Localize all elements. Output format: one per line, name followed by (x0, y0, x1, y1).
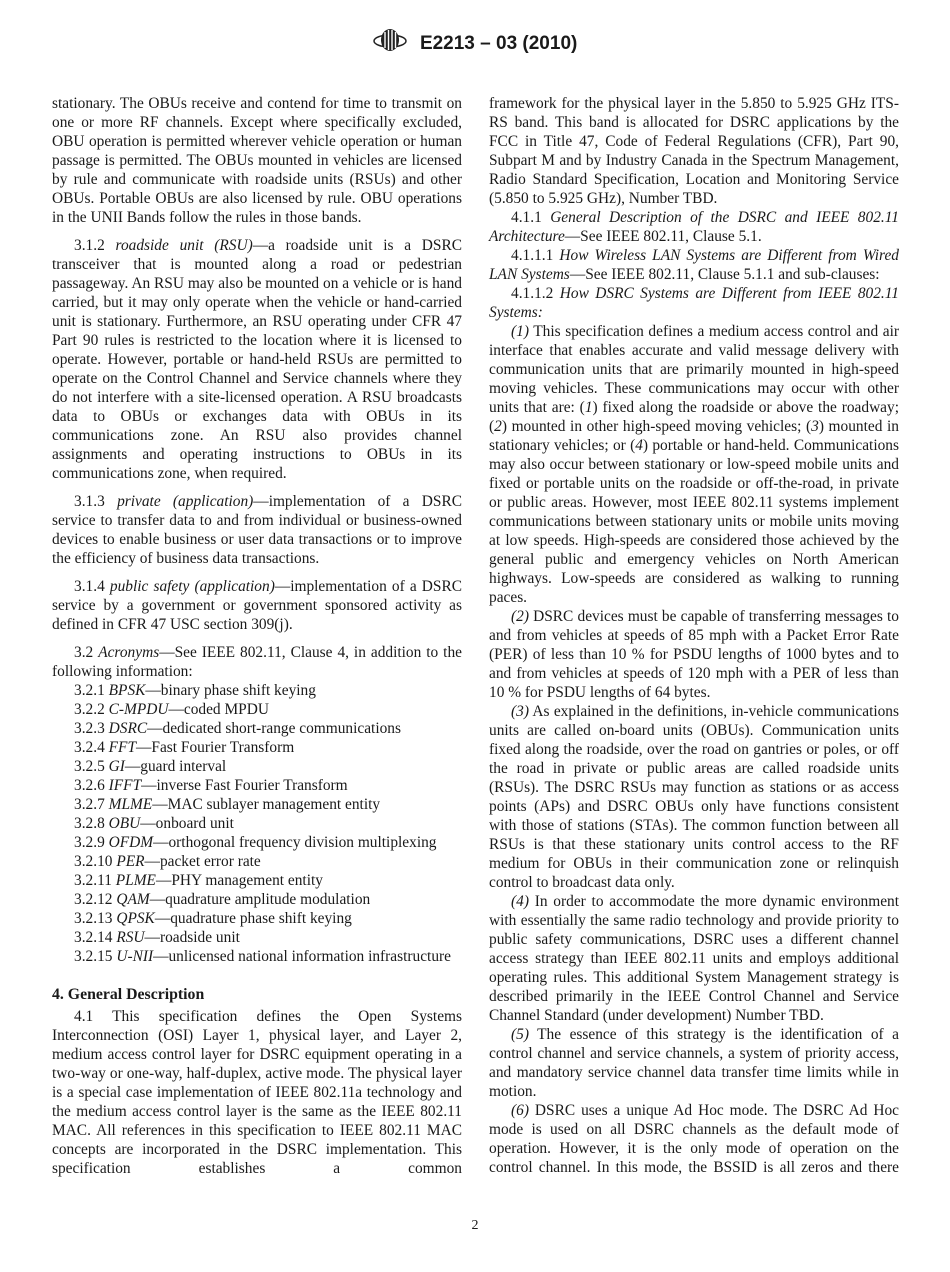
text-run: 4.1.1.1 (511, 247, 560, 264)
paragraph (489, 1025, 899, 1101)
italic-term: GI (108, 758, 125, 775)
page-header (0, 28, 950, 60)
text-run: 3.1.4 (74, 578, 110, 595)
italic-term: (1) (511, 323, 529, 340)
text-run: 3.2.3 (74, 720, 109, 737)
paragraph (489, 1101, 899, 1177)
text-run: 3.1.3 (74, 493, 118, 510)
text-run: —quadrature phase shift keying (154, 910, 352, 927)
italic-term: How DSRC Systems are Different from IEEE 802.11 Systems: (489, 285, 900, 321)
text-run: —roadside unit (144, 929, 240, 946)
acronym-item (52, 852, 462, 871)
text-run: DSRC devices must be capable of transferring messages to and from vehicles at speeds of 85 mph with a Packet Error Rate (PER) of less than 10 % for PSDU lengths of 1000 bytes and to and from vehicles at speeds of 120 mph with a PER of less than 10 % for PSDU lengths of 64 bytes. (489, 608, 899, 701)
text-run: 4.1.1 (511, 209, 551, 226)
text-run: —unlicensed national information infrastructure (153, 948, 451, 965)
acronym-item (52, 681, 462, 700)
text-run: 3.2.6 (74, 777, 109, 794)
text-run: —packet error rate (144, 853, 261, 870)
text-run: The essence of this strategy is the identification of a control channel and service channels, a system of priority access, and mandatory service channel data transfer time limits while in motion. (489, 1026, 899, 1100)
text-run: framework for the physical layer in the 5.850 to 5.925 GHz ITS-RS band. This band is allocated for DSRC applications by the FCC in Title 47, Code of Federal Regulations (CFR), Part 90, Subpart M and by Industry Canada in the Spectrum Management, Radio Standard Specification, Location and Monitoring Service (5.850 to 5.925 GHz), Number TBD. (489, 95, 899, 207)
text-run: 3.2.11 (74, 872, 116, 889)
paragraph (52, 643, 462, 681)
italic-term: QAM (116, 891, 150, 908)
page-number: 2 (471, 1218, 479, 1233)
text-run: 3.2.8 (74, 815, 109, 832)
acronym-item (52, 776, 462, 795)
italic-term: public safety (application) (109, 578, 275, 595)
left-column (52, 94, 462, 1178)
italic-term: (2) (511, 608, 529, 625)
italic-term: U-NII (116, 948, 154, 965)
italic-term: IFFT (108, 777, 142, 794)
acronym-item (52, 947, 462, 966)
italic-term: 4 (635, 437, 643, 454)
italic-term: 1 (584, 399, 593, 416)
text-run: ) fixed along the roadside or above the roadway; ( (489, 399, 899, 435)
italic-term: General Description of the DSRC and IEEE 802.11 Architecture (489, 209, 899, 245)
paragraph (489, 246, 899, 284)
text-run: ) portable or hand-held. Communications may also occur between stationary or low-speed mobile units and fixed or portable units on the roadside or off-the-road, in private or public areas. However, most IEEE 802.11 systems implement communications between stationary units or mobile units moving at low speeds. High-speeds are considered those achieved by the general public and emergency vehicles on North American highways. Low-speeds are considered as walking to running paces. (489, 437, 899, 606)
acronym-item (52, 928, 462, 947)
italic-term: private (application) (117, 493, 254, 510)
italic-term: (6) (511, 1102, 529, 1119)
text-run: —orthogonal frequency division multiplexing (153, 834, 437, 851)
text-run: 3.2.7 (74, 796, 109, 813)
italic-term: How Wireless LAN Systems are Different from Wired LAN Systems (489, 247, 900, 283)
italic-term: roadside unit (RSU) (115, 237, 253, 254)
text-run: —inverse Fast Fourier Transform (141, 777, 348, 794)
acronym-item (52, 833, 462, 852)
paragraph (52, 577, 462, 634)
paragraph (489, 607, 899, 702)
text-run: —onboard unit (140, 815, 234, 832)
paragraph (489, 94, 899, 208)
italic-term: RSU (116, 929, 145, 946)
text-run: 3.2.5 (74, 758, 109, 775)
text-run: —implementation of a DSRC service to transfer data to and from individual or business-owned devices to enable business or user data transactions or to improve the efficiency of business data transactions. (52, 493, 462, 567)
text-run: ) mounted in other high-speed moving vehicles; ( (501, 418, 812, 435)
text-run: 3.2.13 (74, 910, 117, 927)
italic-term: MLME (108, 796, 153, 813)
paragraph (489, 284, 899, 322)
text-run: This specification defines a medium access control and air interface that enables accurate and valid message delivery with communication units that are primarily mounted in high-speed moving vehicles. These communications may occur with other units that are: ( (489, 323, 899, 416)
italic-term: 2 (494, 418, 502, 435)
text-run: —guard interval (124, 758, 227, 775)
italic-term: Acronyms (98, 644, 160, 661)
text-run: ) mounted in stationary vehicles; or ( (489, 418, 899, 454)
italic-term: 3 (811, 418, 819, 435)
text-run: As explained in the definitions, in-vehicle communications units are called on-board units (OBUs). Communication units fixed along the roadside, over the road on gantries or poles, or off the road in private or public areas are called roadside units (RSUs). The DSRC RSUs may function as stations or as access points (APs) and DSRC OBUs only have functions consistent with those of stations (STAs). The common function between all RSUs is that these stationary units control access to the RF medium for OBUs in their communication zone or relinquish control to broadcast data only. (489, 703, 899, 891)
italic-term: FFT (108, 739, 137, 756)
acronym-item (52, 719, 462, 738)
text-run: —MAC sublayer management entity (152, 796, 381, 813)
text-run: —dedicated short-range communications (147, 720, 401, 737)
italic-term: DSRC (108, 720, 148, 737)
acronym-item (52, 890, 462, 909)
acronym-item (52, 738, 462, 757)
text-run: —coded MPDU (168, 701, 269, 718)
italic-term: OBU (108, 815, 141, 832)
text-run: DSRC uses a unique Ad Hoc mode. The DSRC Ad Hoc mode is used on all DSRC channels as the default mode of operation. However, it is the only mode of operation on the control channel. In this mode, the BSSID is all zeros and there (489, 1102, 899, 1176)
acronym-item (52, 909, 462, 928)
italic-term: OFDM (108, 834, 154, 851)
paragraph (489, 702, 899, 892)
text-run: 3.2.2 (74, 701, 109, 718)
text-run: 3.2.14 (74, 929, 117, 946)
acronym-item (52, 795, 462, 814)
acronym-item (52, 871, 462, 890)
acronym-item (52, 814, 462, 833)
paragraph (52, 236, 462, 483)
text-run: 4.1 This specification defines the Open Systems Interconnection (OSI) Layer 1, physical layer, and Layer 2, medium access control layer for DSRC equipment operating in a two-way or one-way, half-duplex, active mode. The physical layer is a special case implementation of IEEE 802.11a technology and the medium access control layer is the same as the IEEE 802.11 MAC. All references in this specification to IEEE 802.11 MAC concepts are incorporated in the DSRC implementation. This specification establishes a common (52, 1008, 462, 1177)
text-run: stationary. The OBUs receive and contend for time to transmit on one or more RF channels. Except where specifically excluded, OBU operation is permitted wherever vehicle operation or human passage is permitted. The OBUs mounted in vehicles are licensed by rule and communicate with roadside units (RSUs) and other OBUs. Portable OBUs are also licensed by rule. OBU operations in the UNII Bands follow the rules in those bands. (52, 95, 462, 226)
text-run: —a roadside unit is a DSRC transceiver that is mounted along a road or pedestrian passageway. An RSU may also be mounted on a vehicle or is hand carried, but it may only operate when the vehicle or hand-carried unit is stationary. Furthermore, an RSU operating under CFR 47 Part 90 rules is restricted to the location where it is licensed to operate. However, portable or hand-held RSUs are permitted to operate on the Control Channel and Service channels where they do not interfere with a site-licensed operation. A RSU broadcasts data to OBUs or exchanges data with OBUs in its communications zone. An RSU also provides channel assignments and operating instructions to OBUs in its communications zone, when required. (52, 237, 463, 482)
text-run: 3.2.1 (74, 682, 109, 699)
italic-term: PER (116, 853, 145, 870)
text-run: 3.2.9 (74, 834, 109, 851)
paragraph (52, 492, 462, 568)
text-run: —See IEEE 802.11, Clause 5.1. (564, 228, 762, 245)
italic-term: (5) (511, 1026, 529, 1043)
italic-term: C-MPDU (108, 701, 169, 718)
text-run: In order to accommodate the more dynamic environment with essentially the same radio technology and provide priority to public safety communications, DSRC uses a different channel access strategy than IEEE 802.11 units and employs additional operating rules. This additional System Management strategy is described primarily in the IEEE Control Channel and Service Channel Standard (under development) Number TBD. (489, 893, 899, 1024)
text-run: 3.2.10 (74, 853, 117, 870)
section-heading: 4. General Description (52, 986, 205, 1003)
text-run: —PHY management entity (155, 872, 323, 889)
paragraph (52, 94, 462, 227)
text-run: 3.2 (74, 644, 99, 661)
italic-term: (3) (511, 703, 529, 720)
text-run: —implementation of a DSRC service by a government or government sponsored activity as defined in CFR 47 USC section 309(j). (52, 578, 462, 633)
text-run: 3.2.4 (74, 739, 109, 756)
text-run: 4.1.1.2 (511, 285, 560, 302)
text-run: —Fast Fourier Transform (136, 739, 295, 756)
acronym-item (52, 700, 462, 719)
paragraph (489, 208, 899, 246)
astm-logo-icon (373, 28, 407, 60)
paragraph (489, 892, 899, 1025)
text-run: —binary phase shift keying (145, 682, 316, 699)
paragraph (52, 1007, 462, 1178)
text-run: —See IEEE 802.11, Clause 4, in addition to the following information: (52, 644, 462, 680)
text-run: —quadrature amplitude modulation (149, 891, 371, 908)
italic-term: BPSK (108, 682, 146, 699)
text-run: —See IEEE 802.11, Clause 5.1.1 and sub-clauses: (569, 266, 880, 283)
text-run: 3.1.2 (74, 237, 116, 254)
italic-term: QPSK (116, 910, 155, 927)
text-run: 3.2.12 (74, 891, 117, 908)
acronym-item (52, 757, 462, 776)
paragraph (489, 322, 899, 607)
right-column (489, 94, 899, 1177)
italic-term: PLME (115, 872, 156, 889)
italic-term: (4) (511, 893, 529, 910)
text-run: 3.2.15 (74, 948, 117, 965)
document-designation: E2213 – 03 (2010) (419, 33, 578, 54)
